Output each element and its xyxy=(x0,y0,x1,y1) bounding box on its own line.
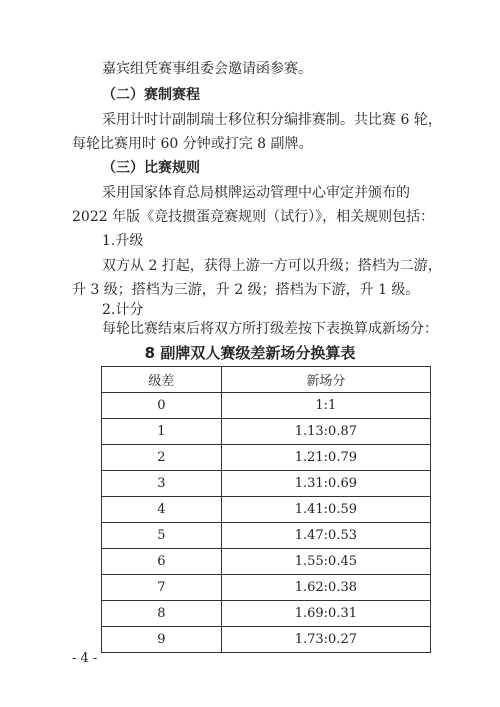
cell-new-score: 1.69:0.31 xyxy=(221,601,430,627)
cell-level-diff: 4 xyxy=(102,497,222,523)
cell-new-score: 1.55:0.45 xyxy=(221,549,430,575)
paragraph-invitation: 嘉宾组凭赛事组委会邀请函参赛。 xyxy=(102,61,312,77)
cell-new-score: 1.41:0.59 xyxy=(221,497,430,523)
table-row xyxy=(102,575,431,601)
header-level-diff: 级差 xyxy=(102,367,222,393)
table-row xyxy=(102,393,431,419)
cell-level-diff: 2 xyxy=(102,445,222,471)
table-row xyxy=(102,471,431,497)
section-heading-format: （二）赛制赛程 xyxy=(102,87,200,103)
header-new-score: 新场分 xyxy=(221,367,430,393)
cell-level-diff: 8 xyxy=(102,601,222,627)
conversion-table xyxy=(101,366,431,653)
table-header-row xyxy=(102,367,431,393)
table-row xyxy=(102,419,431,445)
cell-level-diff: 0 xyxy=(102,393,222,419)
table-row xyxy=(102,549,431,575)
cell-new-score: 1.31:0.69 xyxy=(221,471,430,497)
cell-new-score: 1.62:0.38 xyxy=(221,575,430,601)
cell-new-score: 1.13:0.87 xyxy=(221,419,430,445)
paragraph-format-line1: 采用计时计副制瑞士移位积分编排赛制。共比赛 6 轮， xyxy=(102,112,442,128)
paragraph-rules-line1: 采用国家体育总局棋牌运动管理中心审定并颁布的 xyxy=(102,185,410,201)
table-row xyxy=(102,497,431,523)
cell-new-score: 1.21:0.79 xyxy=(221,445,430,471)
table-row xyxy=(102,523,431,549)
paragraph-upgrade-line1: 双方从 2 打起，获得上游一方可以升级；搭档为二游， xyxy=(102,258,442,274)
table-row xyxy=(102,445,431,471)
table-title: 8 副牌双人赛级差新场分换算表 xyxy=(144,344,356,362)
cell-level-diff: 3 xyxy=(102,471,222,497)
table-row xyxy=(102,627,431,653)
section-heading-rules: （三）比赛规则 xyxy=(102,160,200,176)
paragraph-upgrade-line2: 升 3 级；搭档为三游，升 2 级；搭档为下游，升 1 级。 xyxy=(72,282,420,298)
cell-level-diff: 5 xyxy=(102,523,222,549)
cell-level-diff: 6 xyxy=(102,549,222,575)
subheading-upgrade: 1.升级 xyxy=(102,233,144,249)
subheading-scoring: 2.计分 xyxy=(102,302,144,318)
paragraph-scoring-intro: 每轮比赛结束后将双方所打级差按下表换算成新场分： xyxy=(102,321,438,337)
page-number: - 4 - xyxy=(72,651,98,666)
cell-new-score: 1:1 xyxy=(221,393,430,419)
cell-level-diff: 1 xyxy=(102,419,222,445)
table-row xyxy=(102,601,431,627)
cell-level-diff: 7 xyxy=(102,575,222,601)
paragraph-format-line2: 每轮比赛用时 60 分钟或打完 8 副牌。 xyxy=(72,136,313,152)
paragraph-rules-line2: 2022 年版《竞技掼蛋竞赛规则（试行）》，相关规则包括： xyxy=(72,209,435,225)
cell-level-diff: 9 xyxy=(102,627,222,653)
cell-new-score: 1.47:0.53 xyxy=(221,523,430,549)
cell-new-score: 1.73:0.27 xyxy=(221,627,430,653)
